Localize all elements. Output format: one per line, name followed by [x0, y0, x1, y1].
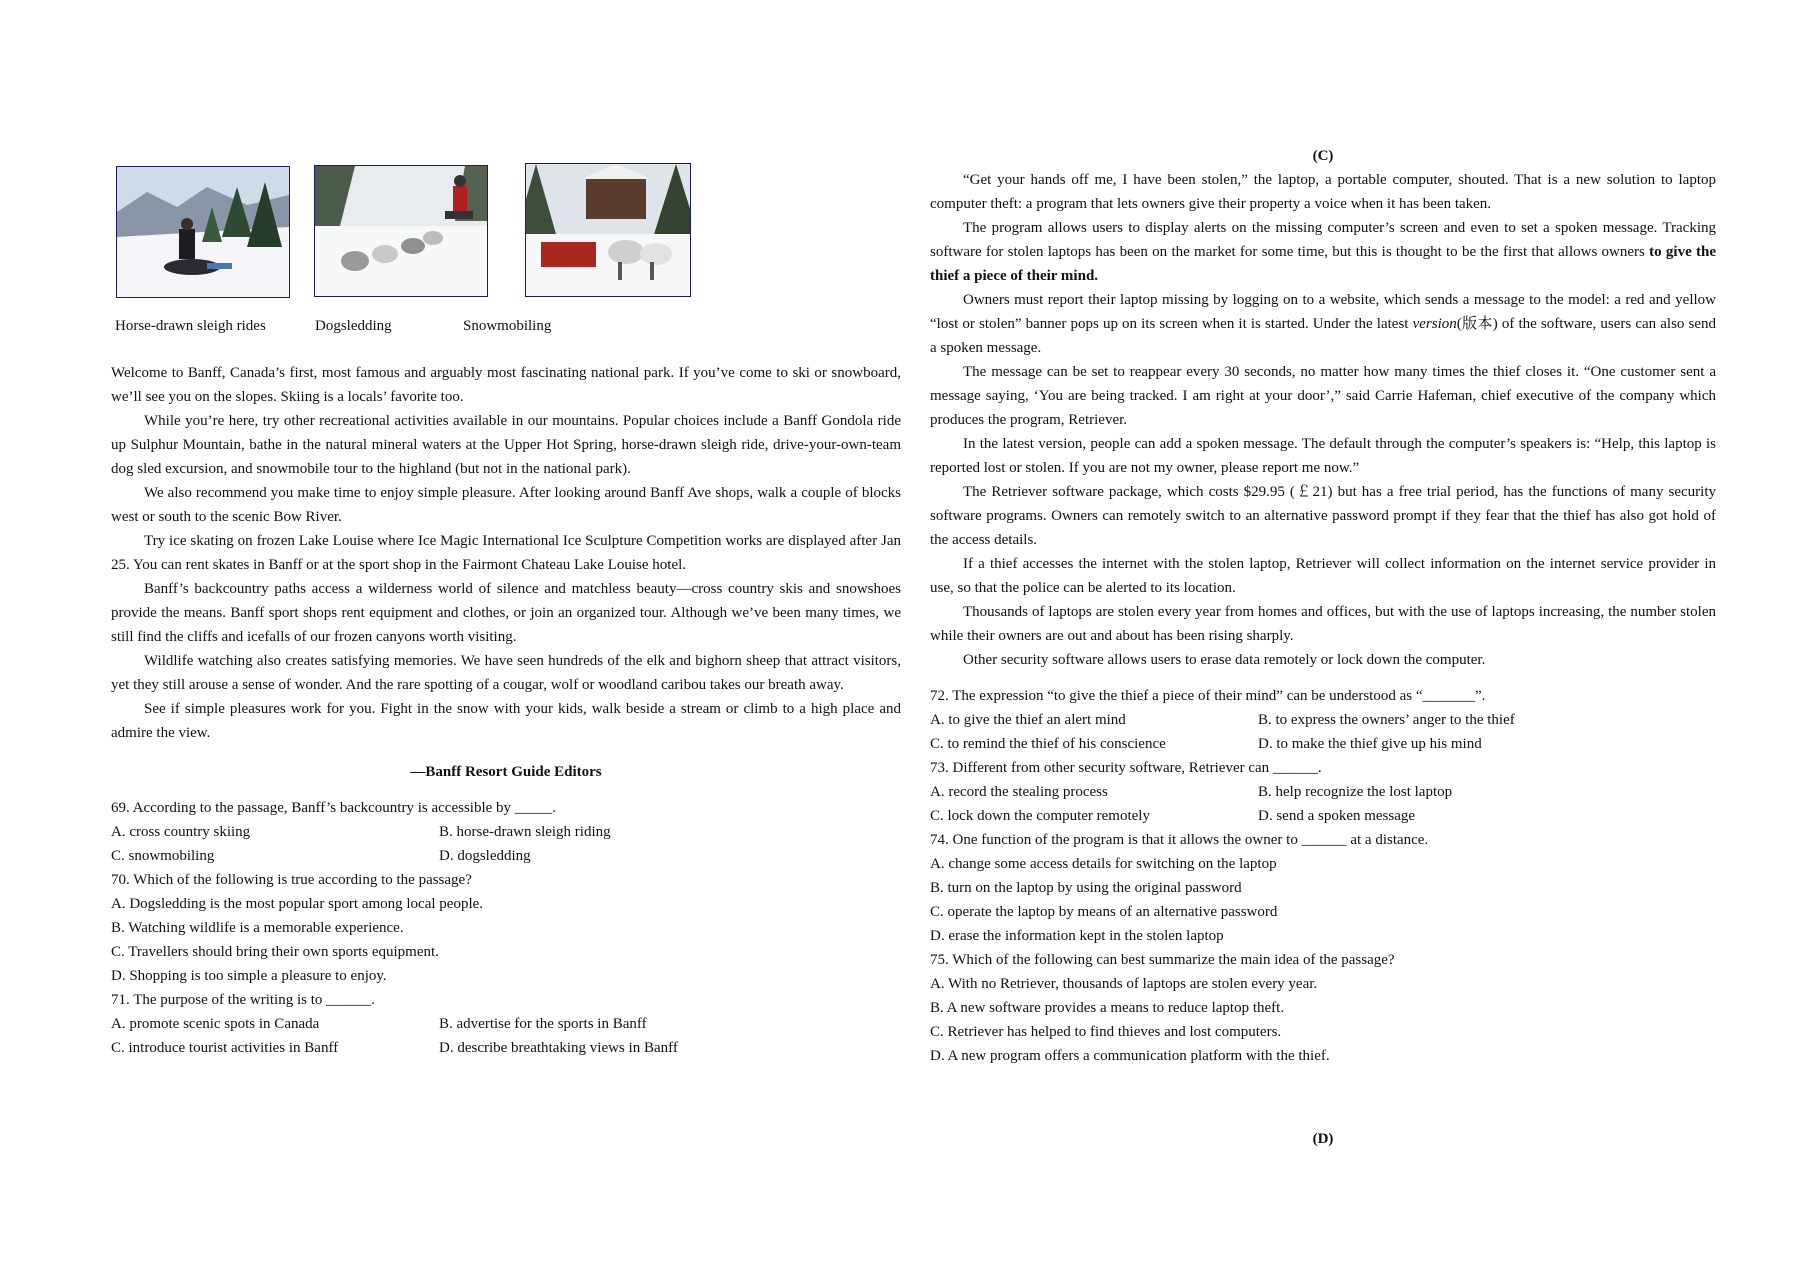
paragraph: While you’re here, try other recreational activities available in our mountains. Popular choices include a Banff Gondola ride up Sulphur Mountain, bathe in the natural mineral waters at the Upper Hot Spring, horse-drawn sleigh ride, drive-your-own-team dog sled excursion, and snowmobile tour to the highland (but not in the national park). — [111, 413, 901, 477]
question-71 — [111, 988, 901, 1060]
option-a: A. promote scenic spots in Canada — [111, 1016, 320, 1032]
option-b: B. advertise for the sports in Banff — [439, 1016, 647, 1032]
paragraph: Wildlife watching also creates satisfying memories. We have seen hundreds of the elk and bighorn sheep that attract visitors, yet they still arouse a sense of wonder. And the rare spotting of a cougar, wolf or woodland caribou takes our breath away. — [111, 653, 901, 693]
option-b: B. Watching wildlife is a memorable experience. — [111, 920, 404, 936]
option-c: C. Retriever has helped to find thieves and lost computers. — [930, 1024, 1282, 1040]
section-d-label: (D) — [1312, 1131, 1334, 1147]
option-b: B. horse-drawn sleigh riding — [439, 824, 611, 840]
option-a: A. Dogsledding is the most popular sport among local people. — [111, 896, 484, 912]
paragraph: Other security software allows users to erase data remotely or lock down the computer. — [963, 652, 1486, 668]
option-d: D. to make the thief give up his mind — [1258, 736, 1482, 752]
option-a: A. to give the thief an alert mind — [930, 712, 1126, 728]
option-c: C. Travellers should bring their own sports equipment. — [111, 944, 439, 960]
section-c-label: (C) — [1312, 148, 1334, 164]
question-73 — [930, 756, 1716, 828]
question-70 — [111, 868, 901, 988]
option-c: C. snowmobiling — [111, 848, 215, 864]
paragraph — [930, 216, 1716, 288]
option-b: B. turn on the laptop by using the original password — [930, 880, 1242, 896]
paragraph-text: Owners must report their laptop missing by logging on to a website, which sends a message to the model: a red and yellow “lost or stolen” banner pops up on its screen when it is started. Under the latest — [930, 292, 1716, 332]
paragraph: The message can be set to reappear every 30 seconds, no matter how many times the thief closes it. “One customer sent a message saying, ‘You are being tracked. I am right at your door’,” said Carrie Hafeman, chief executive of the company which produces the program, Retriever. — [930, 364, 1716, 428]
option-c: C. operate the laptop by means of an alternative password — [930, 904, 1278, 920]
option-a: A. With no Retriever, thousands of laptops are stolen every year. — [930, 976, 1318, 992]
option-b: B. A new software provides a means to reduce laptop theft. — [930, 1000, 1285, 1016]
caption-horse-drawn-sleigh: Horse-drawn sleigh rides — [115, 318, 266, 334]
caption-snowmobiling: Snowmobiling — [463, 318, 552, 334]
question-text: 71. The purpose of the writing is to ______. — [111, 992, 375, 1008]
question-74 — [930, 828, 1716, 948]
paragraph: The Retriever software package, which costs $29.95 (￡21) but has a free trial period, has the functions of many security software programs. Owners can remotely switch to an alternative password prompt if they fear that the thief has also got hold of the access details. — [930, 484, 1716, 548]
option-d: D. describe breathtaking views in Banff — [439, 1040, 678, 1056]
option-a: A. record the stealing process — [930, 784, 1108, 800]
option-c: C. lock down the computer remotely — [930, 808, 1150, 824]
option-d: D. dogsledding — [439, 848, 531, 864]
photo-captions — [115, 314, 715, 338]
paragraph-text: (版本) of the software, users can also send a spoken message. — [930, 316, 1717, 356]
option-a: A. cross country skiing — [111, 824, 251, 840]
option-d: D. Shopping is too simple a pleasure to enjoy. — [111, 968, 387, 984]
caption-dogsledding: Dogsledding — [315, 318, 392, 334]
paragraph: Thousands of laptops are stolen every year from homes and offices, but with the use of laptops increasing, the number stolen while their owners are out and about has been rising sharply. — [930, 604, 1716, 644]
paragraph: Banff’s backcountry paths access a wilderness world of silence and matchless beauty—cross country skis and snowshoes provide the means. Banff sport shops rent equipment and clothes, or join an organized tour. Although we’ve been many times, we still find the cliffs and icefalls of our frozen canyons worth visiting. — [111, 581, 901, 645]
question-text: 73. Different from other security software, Retriever can ______. — [930, 760, 1322, 776]
paragraph: In the latest version, people can add a spoken message. The default through the computer’s speakers is: “Help, this laptop is reported lost or stolen. If you are not my owner, please report me now.” — [930, 436, 1716, 476]
question-69 — [111, 796, 901, 868]
question-75 — [930, 948, 1716, 1068]
option-b: B. help recognize the lost laptop — [1258, 784, 1453, 800]
paragraph: “Get your hands off me, I have been stolen,” the laptop, a portable computer, shouted. That is a new solution to laptop computer theft: a program that lets owners give their property a voice when it has been taken. — [930, 172, 1716, 212]
option-c: C. introduce tourist activities in Banff — [111, 1040, 339, 1056]
option-d: D. A new program offers a communication platform with the thief. — [930, 1048, 1330, 1064]
question-72 — [930, 684, 1716, 756]
question-text: 74. One function of the program is that it allows the owner to ______ at a distance. — [930, 832, 1429, 848]
paragraph: If a thief accesses the internet with the stolen laptop, Retriever will collect information on the internet service provider in use, so that the police can be alerted to its location. — [930, 556, 1716, 596]
question-text: 69. According to the passage, Banff’s backcountry is accessible by _____. — [111, 800, 557, 816]
option-c: C. to remind the thief of his conscience — [930, 736, 1166, 752]
paragraph: Try ice skating on frozen Lake Louise where Ice Magic International Ice Sculpture Competition works are displayed after Jan 25. You can rent skates in Banff or at the sport shop in the Fairmont Chateau Lake Louise hotel. — [111, 533, 901, 573]
photo-snowmobiling — [116, 166, 290, 298]
paragraph-text: The program allows users to display alerts on the missing computer’s screen and even to set a spoken message. Tracking software for stolen laptops has been on the market for some time, but this is thought to be the first that allows owners — [930, 220, 1716, 260]
option-b: B. to express the owners’ anger to the thief — [1258, 712, 1515, 728]
photo-strip — [111, 165, 711, 300]
photo-horse-drawn-sleigh — [525, 163, 691, 297]
photo-dogsledding — [314, 165, 488, 297]
passage-b-text — [111, 361, 901, 1060]
paragraph: See if simple pleasures work for you. Fight in the snow with your kids, walk beside a stream or climb to a high place and admire the view. — [111, 701, 901, 741]
question-text: 72. The expression “to give the thief a piece of their mind” can be understood as “_______”. — [930, 688, 1486, 704]
paragraph — [930, 288, 1716, 360]
paragraph: Welcome to Banff, Canada’s first, most famous and arguably most fascinating national park. If you’ve come to ski or snowboard, we’ll see you on the slopes. Skiing is a locals’ favorite too. — [111, 365, 901, 405]
option-d: D. send a spoken message — [1258, 808, 1416, 824]
signature: —Banff Resort Guide Editors — [410, 764, 602, 780]
italic-word: version — [1412, 316, 1457, 332]
question-text: 70. Which of the following is true according to the passage? — [111, 872, 472, 888]
bold-phrase: to give the thief a piece of their mind. — [930, 244, 1716, 284]
paragraph: We also recommend you make time to enjoy simple pleasure. After looking around Banff Ave shops, walk a couple of blocks west or south to the scenic Bow River. — [111, 485, 901, 525]
question-text: 75. Which of the following can best summarize the main idea of the passage? — [930, 952, 1395, 968]
option-a: A. change some access details for switching on the laptop — [930, 856, 1277, 872]
option-d: D. erase the information kept in the stolen laptop — [930, 928, 1224, 944]
passage-c-text — [930, 144, 1716, 1068]
